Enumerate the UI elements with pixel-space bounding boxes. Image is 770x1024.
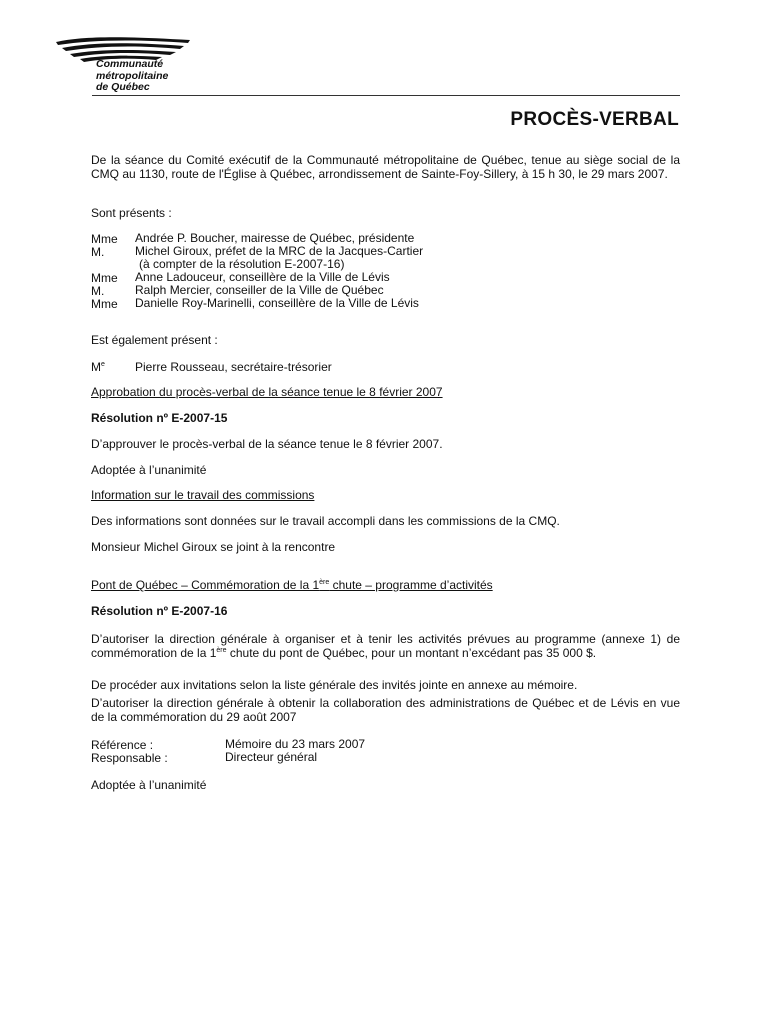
- resolution-paragraph: [91, 632, 680, 660]
- secretary-name: Pierre Rousseau, secrétaire-trésorier: [135, 360, 332, 374]
- heading-post: chute – programme d’activités: [329, 578, 493, 592]
- logo-line: Communauté: [96, 58, 164, 70]
- intro-paragraph: De la séance du Comité exécutif de la Communauté métropolitaine de Québec, tenue au siège social de la CMQ au 1130, route de l'Église à Québec, arrondissement de Sainte-Foy-Sillery, à 15 h 30, le 29 mars 2007.: [91, 153, 680, 181]
- section-text: Des informations sont données sur le travail accompli dans les commissions de la CMQ.: [91, 514, 560, 528]
- secretary-title-sup: e: [101, 361, 105, 368]
- responsible-label: Responsable :: [91, 751, 168, 765]
- logo-line: métropolitaine: [96, 69, 169, 82]
- page-title: PROCÈS-VERBAL: [510, 109, 679, 130]
- resolution-paragraph: De procéder aux invitations selon la liste générale des invités jointe en annexe au mémoire.: [91, 678, 578, 692]
- section-heading: [91, 578, 493, 592]
- secretary-title: [91, 360, 105, 374]
- resolution-number: Résolution nº E-2007-16: [91, 604, 228, 618]
- also-present-heading: Est également présent :: [91, 333, 218, 347]
- header-rule: [92, 95, 680, 96]
- adopted-text: Adoptée à l’unanimité: [91, 778, 207, 792]
- member-title: M.: [91, 245, 105, 259]
- logo-text: [96, 59, 168, 94]
- p1-sup: ère: [216, 647, 227, 654]
- section-heading: Information sur le travail des commissions: [91, 488, 315, 502]
- member-title: Mme: [91, 297, 118, 311]
- secretary-title-base: M: [91, 360, 101, 374]
- responsible-value: Directeur général: [225, 750, 318, 764]
- heading-pre: Pont de Québec – Commémoration de la 1: [91, 578, 320, 592]
- member-name: Anne Ladouceur, conseillère de la Ville de Lévis: [135, 270, 390, 284]
- p1-pre: D’autoriser la direction générale à organiser et à tenir les activités prévues au programme (annexe 1) de commémoration de la 1: [91, 632, 680, 660]
- resolution-number: Résolution nº E-2007-15: [91, 411, 228, 425]
- reference-value: Mémoire du 23 mars 2007: [225, 737, 366, 751]
- member-note: (à compter de la résolution E-2007-16): [139, 257, 345, 271]
- reference-label: Référence :: [91, 738, 154, 752]
- adopted-text: Adoptée à l’unanimité: [91, 463, 207, 477]
- p1-post: chute du pont de Québec, pour un montant n’excédant pas 35 000 $.: [226, 646, 597, 660]
- resolution-paragraph: D’autoriser la direction générale à obtenir la collaboration des administrations de Québec et de Lévis en vue de la commémoration du 29 août 2007: [91, 696, 680, 724]
- logo-line: de Québec: [96, 81, 150, 93]
- heading-sup: ère: [319, 579, 330, 586]
- presents-heading: Sont présents :: [91, 206, 172, 220]
- section-note: Monsieur Michel Giroux se joint à la rencontre: [91, 540, 336, 554]
- member-name: Michel Giroux, préfet de la MRC de la Jacques-Cartier: [135, 244, 424, 258]
- section-heading: Approbation du procès-verbal de la séance tenue le 8 février 2007: [91, 385, 443, 399]
- member-title: M.: [91, 284, 105, 298]
- member-name: Ralph Mercier, conseiller de la Ville de Québec: [135, 283, 384, 297]
- member-name: Andrée P. Boucher, mairesse de Québec, présidente: [135, 231, 415, 245]
- member-title: Mme: [91, 232, 118, 246]
- member-title: Mme: [91, 271, 118, 285]
- resolution-text: D’approuver le procès-verbal de la séance tenue le 8 février 2007.: [91, 437, 443, 451]
- member-name: Danielle Roy-Marinelli, conseillère de la Ville de Lévis: [135, 296, 419, 310]
